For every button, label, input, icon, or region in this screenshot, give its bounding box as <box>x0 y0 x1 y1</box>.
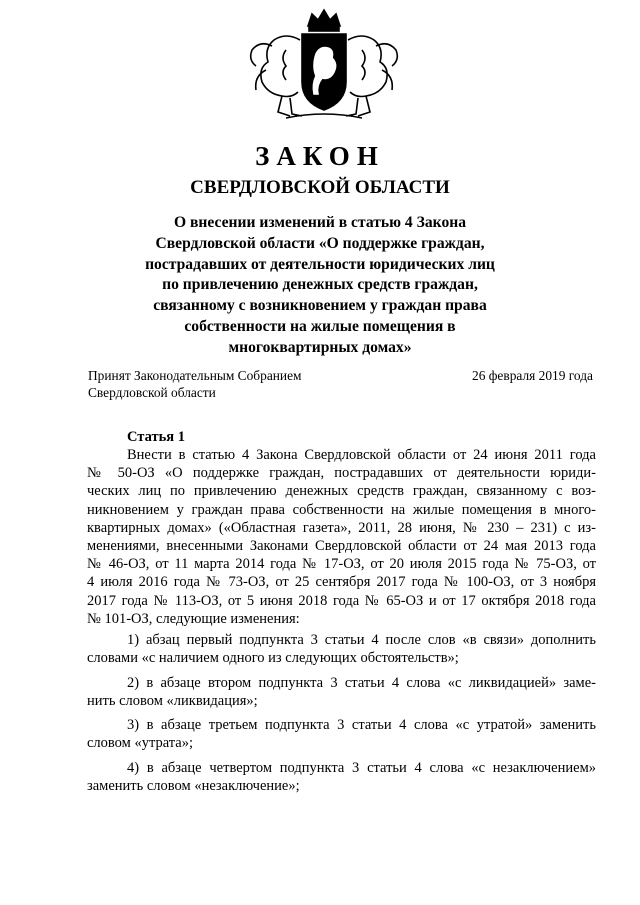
amendment-item-1 <box>87 631 596 667</box>
paragraph-line: менениями, внесенными Законами Свердловской области от 24 мая 2013 года <box>87 538 596 555</box>
paragraph-line: 1) абзац первый подпункта 3 статьи 4 после слов «в связи» дополнить <box>127 632 596 648</box>
amendment-item-3 <box>87 716 596 752</box>
paragraph-line: 2017 года № 113-ОЗ, от 5 июня 2018 года № 65-ОЗ и от 17 октября 2018 года <box>87 592 596 609</box>
law-subject <box>0 213 640 359</box>
paragraph-line: словами «с наличием одного из следующих обстоятельств»; <box>87 650 459 667</box>
law-subject-line: многоквартирных домах» <box>228 338 412 356</box>
law-subject-line: пострадавших от деятельности юридических лиц <box>145 255 495 273</box>
paragraph-line: квартирных домах» («Областная газета», 2011, 28 июня, № 230 – 231) с из- <box>87 519 596 536</box>
paragraph-line: нить словом «ликвидация»; <box>87 693 258 710</box>
paragraph-line: 4) в абзаце четвертом подпункта 3 статьи 4 слова «с незаключением» <box>127 760 596 776</box>
amendment-item-2 <box>87 674 596 710</box>
paragraph-line: Внести в статью 4 Закона Свердловской области от 24 июня 2011 года <box>127 447 596 463</box>
amendment-item-4 <box>87 759 596 795</box>
paragraph-line: № 50-ОЗ «О поддержке граждан, пострадавших от деятельности юриди- <box>87 465 596 482</box>
paragraph-line: ческих лиц по привлечению денежных средств граждан, связанному с воз- <box>87 483 596 500</box>
article-intro-paragraph <box>87 446 596 628</box>
law-region: СВЕРДЛОВСКОЙ ОБЛАСТИ <box>190 177 450 198</box>
law-subject-line: О внесении изменений в статью 4 Закона <box>173 214 467 231</box>
paragraph-line: заменить словом «незаключение»; <box>87 778 300 795</box>
paragraph-line: словом «утрата»; <box>87 735 193 752</box>
adopting-body-line: Принят Законодательным Собранием <box>88 368 302 383</box>
paragraph-line: никновением у граждан права собственности на жилые помещения в много- <box>87 501 596 518</box>
paragraph-line: 4 июля 2016 года № 73-ОЗ, от 25 сентября 2017 года № 100-ОЗ, от 3 ноября <box>87 574 596 591</box>
law-subject-line: по привлечению денежных средств граждан, <box>162 276 478 294</box>
law-subject-line: связанному с возникновением у граждан права <box>153 297 487 315</box>
law-title: ЗАКОН <box>255 141 385 171</box>
article-heading: Статья 1 <box>127 429 185 445</box>
paragraph-line: 3) в абзаце третьем подпункта 3 статьи 4 слова «с утратой» заменить <box>127 717 596 733</box>
paragraph-line: 2) в абзаце втором подпункта 3 статьи 4 слова «с ликвидацией» заме- <box>127 675 596 691</box>
paragraph-line: № 46-ОЗ, от 11 марта 2014 года № 17-ОЗ, от 20 июля 2015 года № 75-ОЗ, от <box>87 556 596 573</box>
adoption-date: 26 февраля 2019 года <box>472 368 593 383</box>
adopting-body-line: Свердловской области <box>88 384 216 400</box>
law-subject-line: собственности на жилые помещения в <box>184 317 456 335</box>
paragraph-line: № 101-ОЗ, следующие изменения: <box>87 610 300 627</box>
coat-of-arms-emblem <box>246 6 402 124</box>
law-subject-line: Свердловской области «О поддержке граждан, <box>155 234 485 252</box>
